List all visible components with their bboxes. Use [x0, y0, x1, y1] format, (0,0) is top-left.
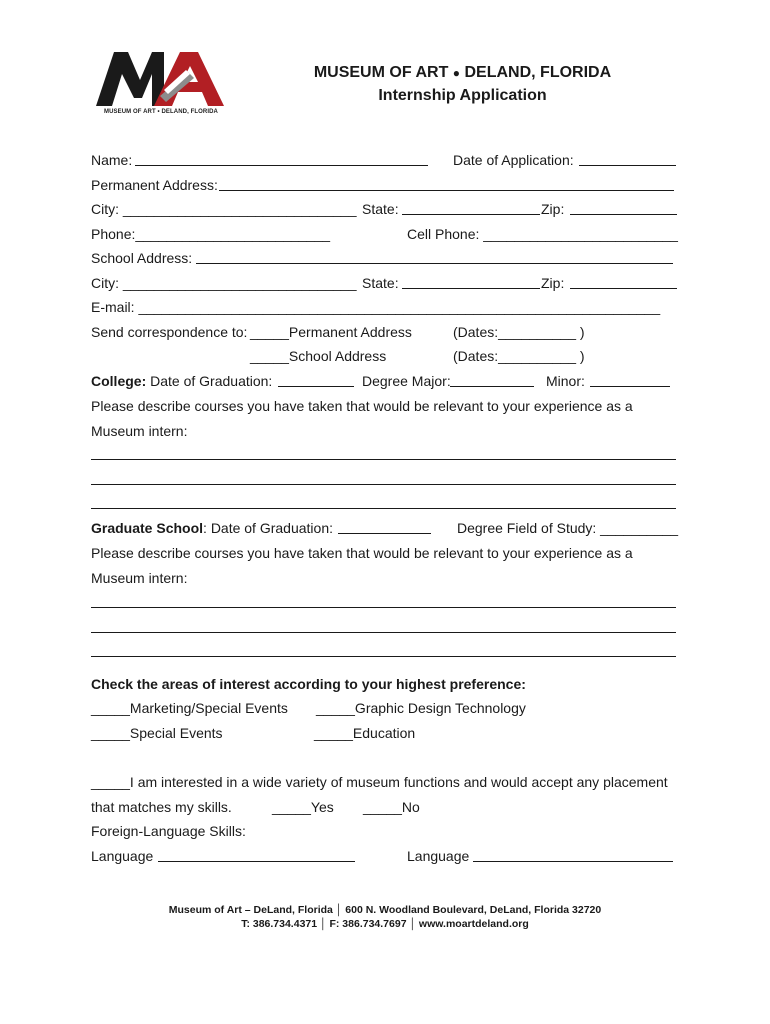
date-of-application-field[interactable] — [579, 165, 676, 166]
foreign-language-label: Foreign-Language Skills: — [91, 823, 246, 839]
graduate-graduation-label: Date of Graduation: — [210, 520, 333, 536]
school-state-label: State: — [362, 275, 399, 291]
graduate-graduation-field[interactable] — [338, 533, 431, 534]
footer-address: Museum of Art – DeLand, Florida │ 600 N. Woodland Boulevard, DeLand, Florida 32720 — [168, 904, 602, 916]
graduate-courses-line-3[interactable] — [91, 656, 676, 657]
school-zip-label: Zip: — [541, 275, 565, 291]
no-option[interactable]: _____No — [363, 799, 420, 815]
school-city-field[interactable]: City: ______________________________ — [91, 275, 357, 291]
graduate-colon: : — [203, 520, 207, 536]
school-address-field[interactable] — [196, 263, 673, 264]
state-field[interactable] — [402, 214, 540, 215]
language-1-field[interactable] — [158, 861, 355, 862]
phone-field[interactable]: Phone:_________________________ — [91, 226, 331, 242]
title-part-a: MUSEUM OF ART — [313, 64, 449, 81]
interest-graphic-design-option[interactable]: _____Graphic Design Technology — [316, 700, 526, 716]
zip-label: Zip: — [541, 201, 565, 217]
college-courses-line-3[interactable] — [91, 508, 676, 509]
footer-contact: T: 386.734.4371 │ F: 386.734.7697 │ www.moartdeland.org — [241, 918, 529, 930]
interest-marketing-option[interactable]: _____Marketing/Special Events — [91, 700, 288, 716]
name-label: Name: — [91, 152, 133, 168]
graduate-courses-line-1[interactable] — [91, 607, 676, 608]
variety-text-2: that matches my skills. — [91, 799, 232, 815]
title-part-b: DELAND, FLORIDA — [464, 64, 612, 81]
permanent-address-field[interactable] — [219, 190, 674, 191]
interest-education-option[interactable]: _____Education — [314, 725, 416, 741]
college-courses-prompt-2: Museum intern: — [91, 423, 188, 439]
degree-major-field[interactable] — [450, 386, 534, 387]
graduate-row — [91, 520, 333, 536]
variety-option[interactable]: _____I am interested in a wide variety of museum functions and would accept any placement — [91, 774, 668, 790]
school-zip-field[interactable] — [570, 288, 677, 289]
school-address-option[interactable]: _____School Address — [250, 348, 387, 364]
state-label: State: — [362, 201, 399, 217]
city-field[interactable]: City: ______________________________ — [91, 201, 357, 217]
school-state-field[interactable] — [402, 288, 540, 289]
language-2-field[interactable] — [473, 861, 673, 862]
graduate-label: Graduate School — [91, 520, 204, 536]
permanent-address-option[interactable]: _____Permanent Address — [250, 324, 412, 340]
minor-label: Minor: — [546, 373, 585, 389]
graduate-courses-prompt-1: Please describe courses you have taken that would be relevant to your experience as a — [91, 545, 633, 561]
minor-field[interactable] — [590, 386, 670, 387]
language-1-label: Language — [91, 848, 154, 864]
school-address-label: School Address: — [91, 250, 193, 266]
college-graduation-label: Date of Graduation: — [150, 373, 273, 389]
logo-caption: MUSEUM OF ART • DELAND, FLORIDA — [104, 109, 218, 115]
permanent-address-label: Permanent Address: — [91, 177, 218, 193]
yes-option[interactable]: _____Yes — [272, 799, 334, 815]
degree-major-label: Degree Major: — [362, 373, 451, 389]
degree-field-of-study[interactable]: Degree Field of Study: __________ — [457, 520, 679, 536]
page-title — [270, 64, 655, 82]
title-dot: ● — [452, 65, 461, 80]
college-courses-prompt-1: Please describe courses you have taken that would be relevant to your experience as a — [91, 398, 633, 414]
permanent-dates-field[interactable]: (Dates:__________ ) — [453, 324, 585, 340]
zip-field[interactable] — [570, 214, 677, 215]
page-subtitle: Internship Application — [378, 87, 547, 104]
college-graduation-field[interactable] — [278, 386, 354, 387]
name-field[interactable] — [135, 165, 428, 166]
graduate-courses-prompt-2: Museum intern: — [91, 570, 188, 586]
school-dates-field[interactable]: (Dates:__________ ) — [453, 348, 585, 364]
museum-logo — [94, 50, 228, 120]
college-courses-line-2[interactable] — [91, 484, 676, 485]
send-correspondence-label: Send correspondence to: — [91, 324, 248, 340]
college-row — [91, 373, 272, 389]
interest-special-events-option[interactable]: _____Special Events — [91, 725, 223, 741]
email-field[interactable]: E-mail: ___________________________________________________________________ — [91, 299, 661, 315]
logo-mark-icon — [94, 50, 228, 108]
date-of-application-label: Date of Application: — [453, 152, 574, 168]
language-2-label: Language — [407, 848, 470, 864]
college-courses-line-1[interactable] — [91, 459, 676, 460]
college-label: College: — [91, 373, 147, 389]
graduate-courses-line-2[interactable] — [91, 632, 676, 633]
interests-heading: Check the areas of interest according to your highest preference: — [91, 676, 526, 692]
cell-phone-field[interactable]: Cell Phone: _________________________ — [407, 226, 678, 242]
